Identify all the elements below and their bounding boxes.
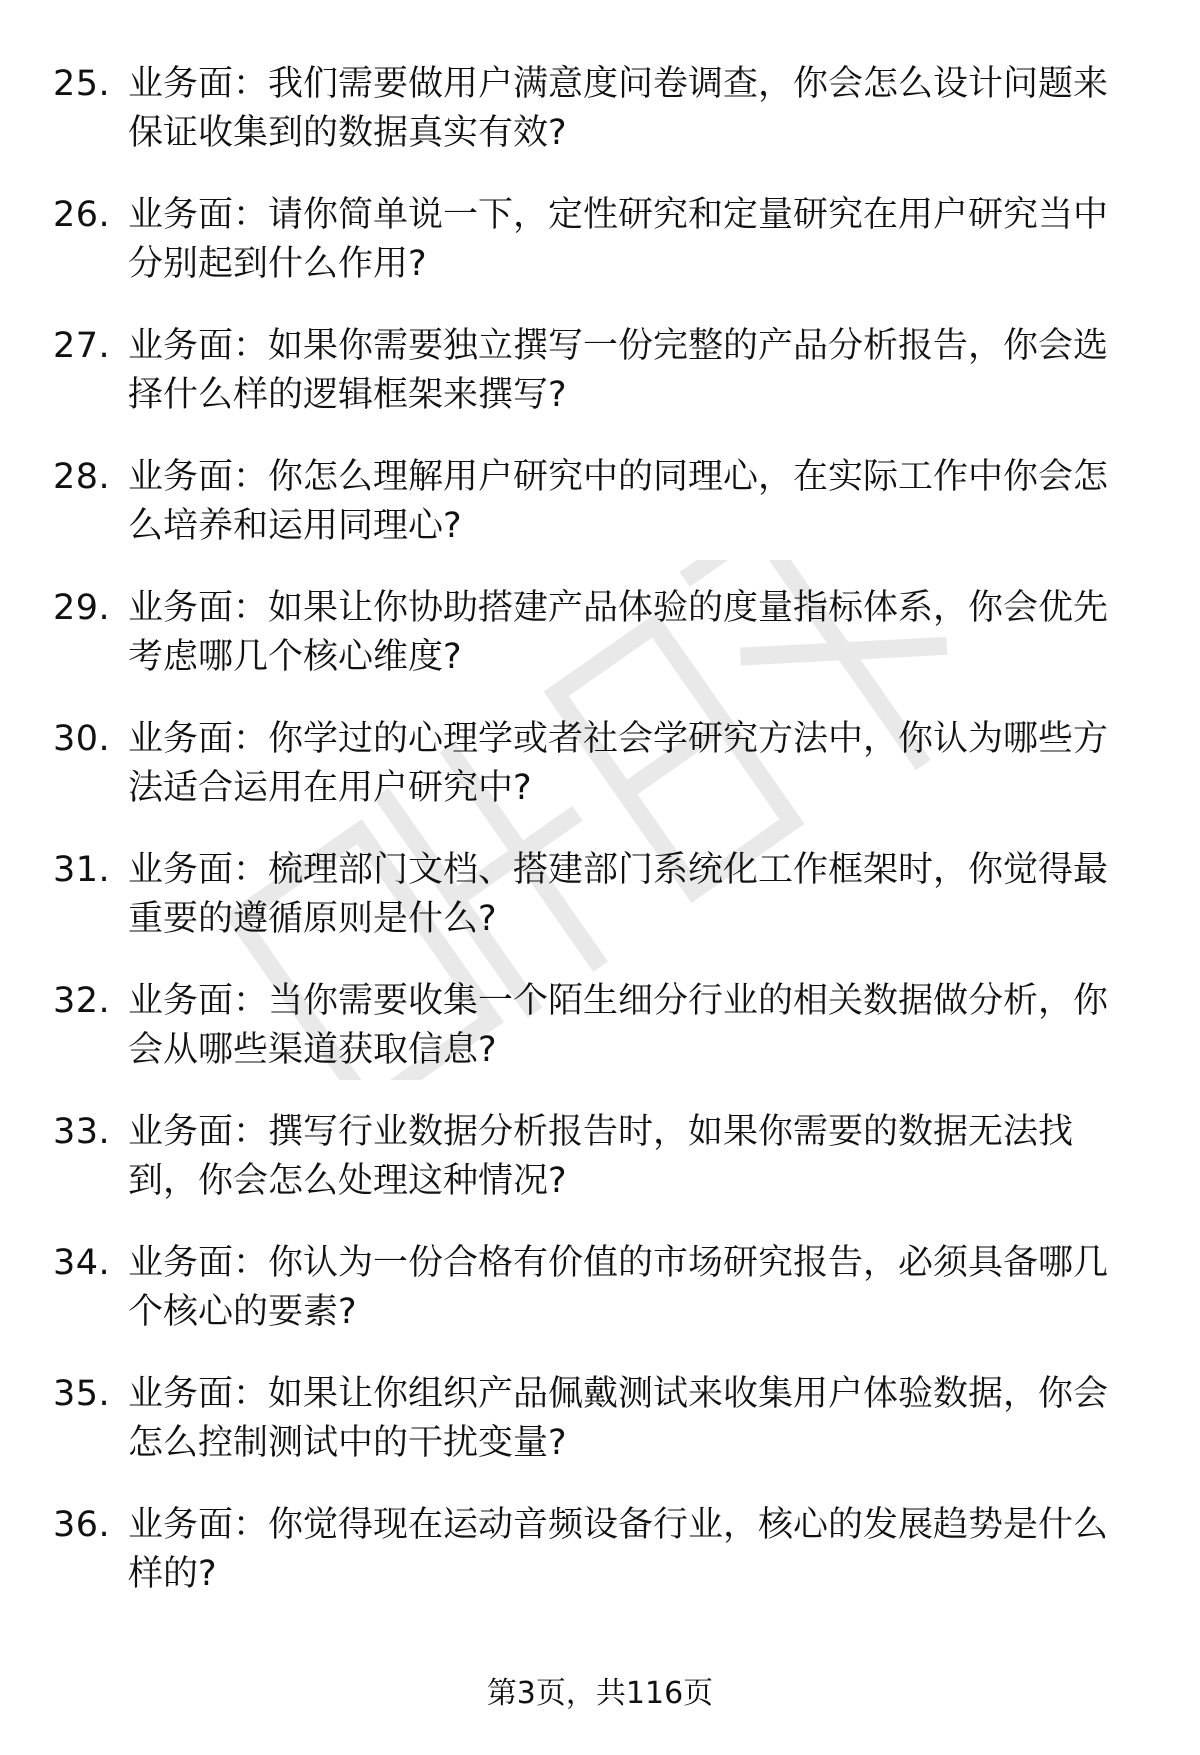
question-item <box>0 582 1200 713</box>
question-number: 27. <box>53 326 111 366</box>
question-number: 25. <box>53 64 111 104</box>
question-number: 31. <box>53 850 111 890</box>
question-list <box>0 58 1200 1630</box>
question-number: 32. <box>53 981 111 1021</box>
question-item <box>0 1368 1200 1499</box>
question-text: 业务面：如果让你协助搭建产品体验的度量指标体系，你会优先考虑哪几个核心维度? <box>128 588 1109 677</box>
question-text: 业务面：如果你需要独立撰写一份完整的产品分析报告，你会选择什么样的逻辑框架来撰写? <box>128 326 1109 415</box>
question-item <box>0 1237 1200 1368</box>
question-number: 29. <box>53 588 111 628</box>
question-text: 业务面：如果让你组织产品佩戴测试来收集用户体验数据，你会怎么控制测试中的干扰变量? <box>128 1374 1109 1463</box>
page-footer <box>0 1674 1200 1714</box>
question-text: 业务面：当你需要收集一个陌生细分行业的相关数据做分析，你会从哪些渠道获取信息? <box>128 981 1109 1070</box>
question-text: 业务面：撰写行业数据分析报告时，如果你需要的数据无法找到，你会怎么处理这种情况? <box>128 1112 1074 1201</box>
question-text: 业务面：你觉得现在运动音频设备行业，核心的发展趋势是什么样的? <box>128 1505 1109 1594</box>
question-number: 30. <box>53 719 111 759</box>
question-item <box>0 451 1200 582</box>
question-text: 业务面：你怎么理解用户研究中的同理心，在实际工作中你会怎么培养和运用同理心? <box>128 457 1109 546</box>
question-text: 业务面：请你简单说一下，定性研究和定量研究在用户研究当中分别起到什么作用? <box>128 195 1109 284</box>
question-item <box>0 1499 1200 1630</box>
question-item <box>0 189 1200 320</box>
question-number: 33. <box>53 1112 111 1152</box>
question-text: 业务面：梳理部门文档、搭建部门系统化工作框架时，你觉得最重要的遵循原则是什么? <box>128 850 1109 939</box>
question-text: 业务面：你学过的心理学或者社会学研究方法中，你认为哪些方法适合运用在用户研究中? <box>128 719 1109 808</box>
question-item <box>0 58 1200 189</box>
question-number: 34. <box>53 1243 111 1283</box>
question-item <box>0 1106 1200 1237</box>
question-item <box>0 844 1200 975</box>
question-number: 36. <box>53 1505 111 1545</box>
question-item <box>0 320 1200 451</box>
question-number: 26. <box>53 195 111 235</box>
question-item <box>0 975 1200 1106</box>
question-number: 35. <box>53 1374 111 1414</box>
question-text: 业务面：你认为一份合格有价值的市场研究报告，必须具备哪几个核心的要素? <box>128 1243 1109 1332</box>
page-number-label: 第3页，共116页 <box>486 1676 714 1711</box>
question-item <box>0 713 1200 844</box>
question-text: 业务面：我们需要做用户满意度问卷调查，你会怎么设计问题来保证收集到的数据真实有效? <box>128 64 1109 153</box>
question-number: 28. <box>53 457 111 497</box>
